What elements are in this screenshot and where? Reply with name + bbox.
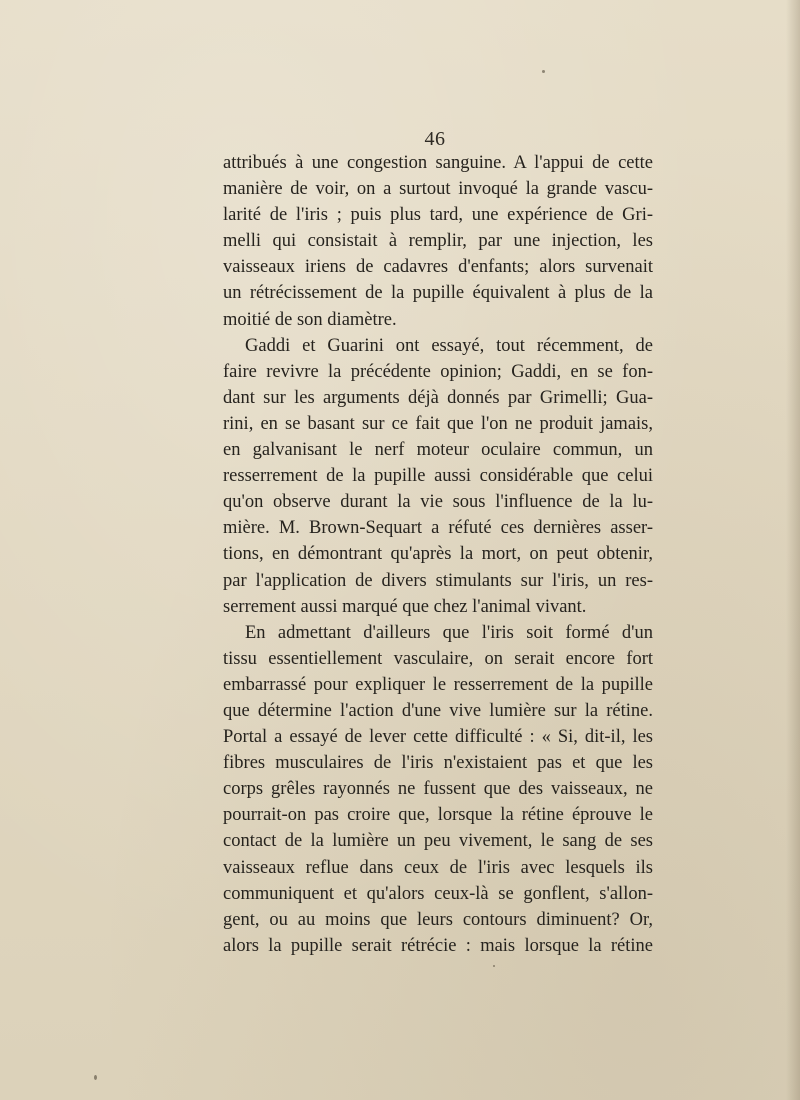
text-line: attribués à une congestion sanguine. A l'appui de cette (223, 153, 653, 173)
text-line: gent, ou au moins que leurs contours diminuent? Or, (223, 909, 653, 930)
text-line: faire revivre la précédente opinion; Gaddi, en se fon- (223, 361, 653, 382)
text-line: corps grêles rayonnés ne fussent que des vaisseaux, ne (223, 779, 653, 800)
text-line: tions, en démontrant qu'après la mort, on peut obtenir, (223, 544, 653, 565)
body-text (223, 150, 653, 959)
text-line: rini, en se basant sur ce fait que l'on ne produit jamais, (223, 413, 653, 434)
text-line: pourrait-on pas croire que, lorsque la rétine éprouve le (223, 805, 653, 826)
text-line: resserrement de la pupille aussi considérable que celui (223, 466, 653, 487)
text-line: communiquent et qu'alors ceux-là se gonflent, s'allon- (223, 883, 653, 904)
text-line: qu'on observe durant la vie sous l'influence de la lu- (223, 492, 653, 513)
paper-speck (493, 965, 495, 967)
text-line: Portal a essayé de lever cette difficulté : « Si, dit-il, les (223, 727, 653, 748)
text-line: dant sur les arguments déjà donnés par Grimelli; Gua- (223, 387, 653, 408)
text-line: vaisseaux iriens de cadavres d'enfants; alors survenait (223, 257, 653, 278)
text-line: alors la pupille serait rétrécie : mais lorsque la rétine (223, 935, 653, 956)
text-line: un rétrécissement de la pupille équivalent à plus de la (223, 283, 653, 304)
text-line: en galvanisant le nerf moteur oculaire commun, un (223, 440, 653, 461)
text-line: par l'application de divers stimulants sur l'iris, un res- (223, 570, 653, 591)
text-line: fibres musculaires de l'iris n'existaient pas et que les (223, 753, 653, 774)
text-line: que détermine l'action d'une vive lumière sur la rétine. (223, 700, 653, 721)
text-line: Gaddi et Guarini ont essayé, tout récemment, de (245, 335, 653, 356)
text-line: En admettant d'ailleurs que l'iris soit formé d'un (245, 622, 653, 643)
page-edge-shadow (786, 0, 800, 1100)
text-line: tissu essentiellement vasculaire, on serait encore fort (223, 648, 653, 669)
text-line: manière de voir, on a surtout invoqué la grande vascu- (223, 179, 653, 200)
text-line: mière. M. Brown-Sequart a réfuté ces dernières asser- (223, 518, 653, 539)
paper-speck (542, 70, 545, 73)
text-line: contact de la lumière un peu vivement, le sang de ses (223, 831, 653, 852)
text-line: moitié de son diamètre. (223, 309, 397, 330)
text-line: larité de l'iris ; puis plus tard, une expérience de Gri- (223, 205, 653, 226)
page-number: 46 (424, 128, 446, 150)
text-line: serrement aussi marqué que chez l'animal vivant. (223, 596, 587, 617)
text-line: embarrassé pour expliquer le resserrement de la pupille (223, 674, 653, 695)
text-line: vaisseaux reflue dans ceux de l'iris avec lesquels ils (223, 857, 653, 878)
text-line: melli qui consistait à remplir, par une injection, les (223, 231, 653, 252)
paper-speck (94, 1075, 97, 1080)
